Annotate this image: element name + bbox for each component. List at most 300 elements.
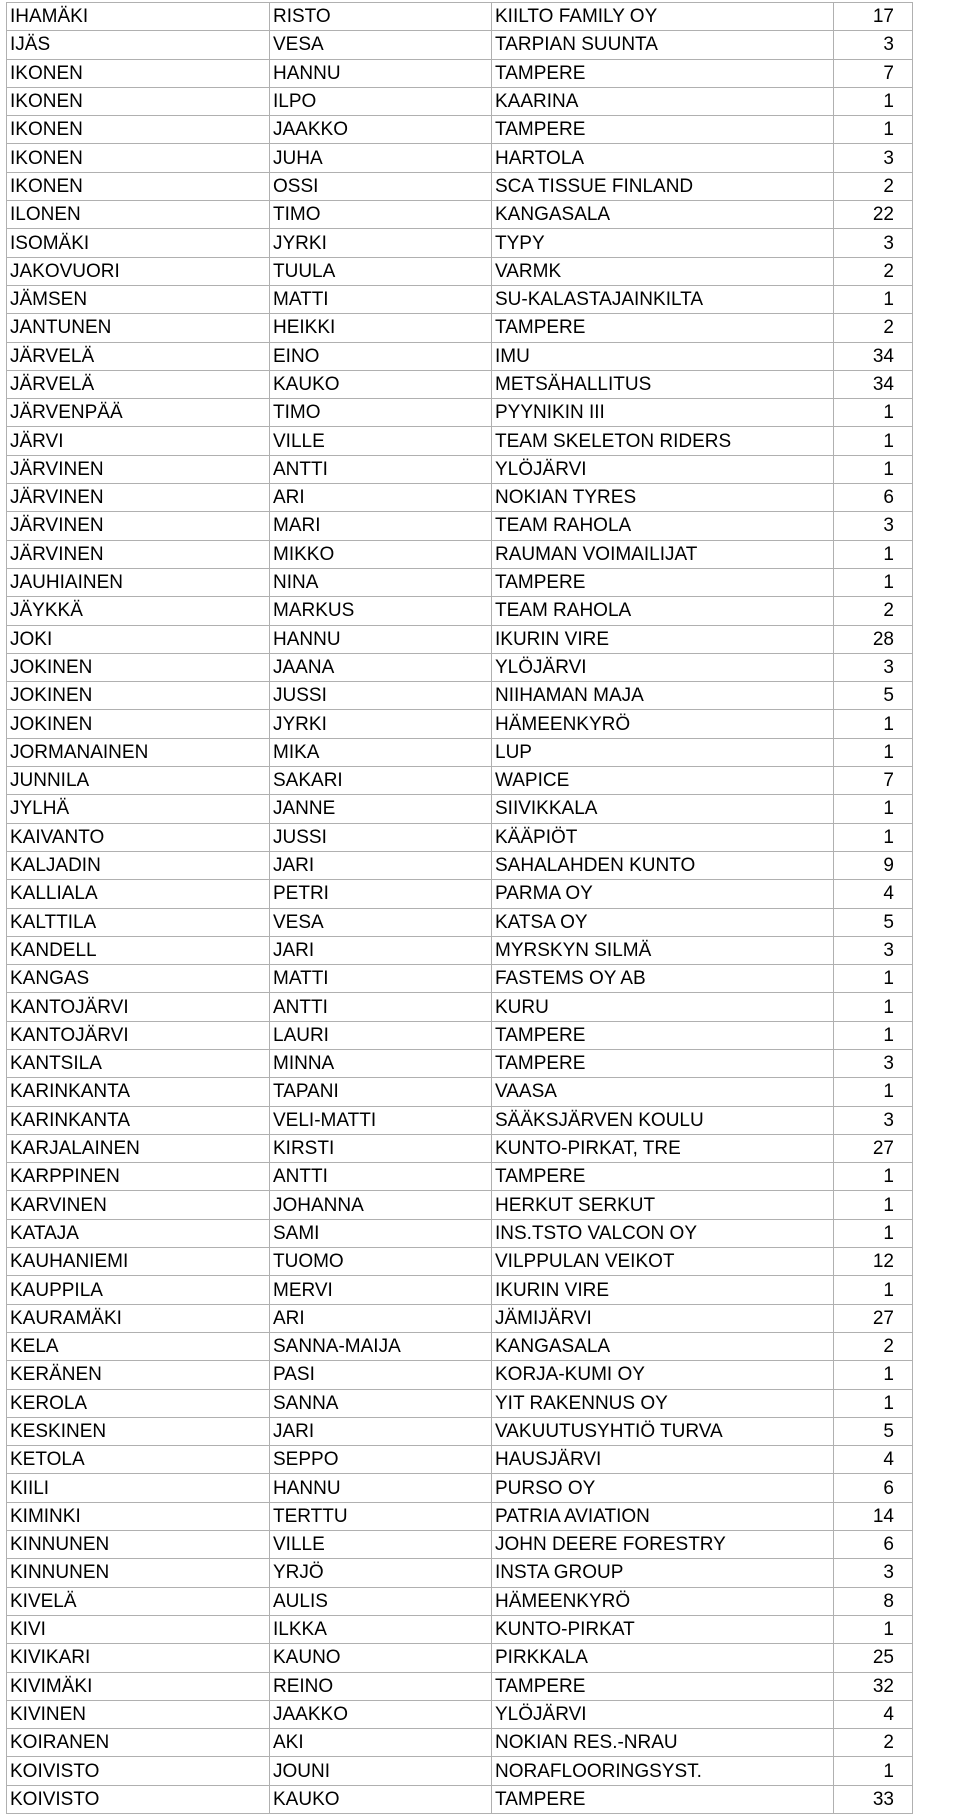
table-row: [7, 1219, 913, 1247]
club-cell: TAMPERE: [492, 1785, 834, 1813]
first-name-cell: JARI: [270, 851, 492, 879]
last-name-cell: ISOMÄKI: [7, 229, 270, 257]
last-name-cell: JYLHÄ: [7, 795, 270, 823]
club-cell: TEAM RAHOLA: [492, 597, 834, 625]
first-name-cell: JAANA: [270, 653, 492, 681]
count-cell: 1: [834, 993, 913, 1021]
last-name-cell: KALTTILA: [7, 908, 270, 936]
last-name-cell: JÄRVI: [7, 427, 270, 455]
club-cell: KATSA OY: [492, 908, 834, 936]
table-row: [7, 653, 913, 681]
last-name-cell: KANGAS: [7, 965, 270, 993]
last-name-cell: KIILI: [7, 1474, 270, 1502]
table-row: [7, 512, 913, 540]
last-name-cell: KAUPPILA: [7, 1276, 270, 1304]
table-row: [7, 823, 913, 851]
table-row: [7, 1276, 913, 1304]
table-row: [7, 1389, 913, 1417]
first-name-cell: RISTO: [270, 3, 492, 31]
table-row: [7, 936, 913, 964]
first-name-cell: TUOMO: [270, 1248, 492, 1276]
last-name-cell: JÄRVINEN: [7, 512, 270, 540]
first-name-cell: ILPO: [270, 87, 492, 115]
last-name-cell: JÄRVINEN: [7, 540, 270, 568]
last-name-cell: JAUHIAINEN: [7, 568, 270, 596]
count-cell: 14: [834, 1502, 913, 1530]
first-name-cell: ANTTI: [270, 1163, 492, 1191]
count-cell: 34: [834, 342, 913, 370]
table-row: [7, 1163, 913, 1191]
club-cell: TAMPERE: [492, 314, 834, 342]
count-cell: 2: [834, 314, 913, 342]
first-name-cell: KAUNO: [270, 1644, 492, 1672]
table-row: [7, 1785, 913, 1813]
table-row: [7, 767, 913, 795]
first-name-cell: MIKA: [270, 738, 492, 766]
table-row: [7, 484, 913, 512]
table-row: [7, 1474, 913, 1502]
count-cell: 5: [834, 682, 913, 710]
table-row: [7, 1049, 913, 1077]
participant-table-body: [7, 3, 913, 1814]
club-cell: PURSO OY: [492, 1474, 834, 1502]
table-row: [7, 1531, 913, 1559]
first-name-cell: JARI: [270, 936, 492, 964]
club-cell: TAMPERE: [492, 1163, 834, 1191]
club-cell: SAHALAHDEN KUNTO: [492, 851, 834, 879]
table-row: [7, 31, 913, 59]
count-cell: 3: [834, 31, 913, 59]
first-name-cell: VILLE: [270, 1531, 492, 1559]
first-name-cell: NINA: [270, 568, 492, 596]
last-name-cell: JANTUNEN: [7, 314, 270, 342]
last-name-cell: JÄMSEN: [7, 285, 270, 313]
count-cell: 3: [834, 1049, 913, 1077]
count-cell: 9: [834, 851, 913, 879]
club-cell: TEAM RAHOLA: [492, 512, 834, 540]
club-cell: NIIHAMAN MAJA: [492, 682, 834, 710]
club-cell: NOKIAN RES.-NRAU: [492, 1729, 834, 1757]
club-cell: FASTEMS OY AB: [492, 965, 834, 993]
last-name-cell: KALLIALA: [7, 880, 270, 908]
count-cell: 1: [834, 823, 913, 851]
first-name-cell: VILLE: [270, 427, 492, 455]
table-row: [7, 1106, 913, 1134]
table-row: [7, 908, 913, 936]
last-name-cell: KIVIMÄKI: [7, 1672, 270, 1700]
table-row: [7, 342, 913, 370]
count-cell: 1: [834, 455, 913, 483]
club-cell: PATRIA AVIATION: [492, 1502, 834, 1530]
count-cell: 4: [834, 1700, 913, 1728]
count-cell: 1: [834, 540, 913, 568]
last-name-cell: JÄRVENPÄÄ: [7, 399, 270, 427]
club-cell: IKURIN VIRE: [492, 625, 834, 653]
club-cell: LUP: [492, 738, 834, 766]
last-name-cell: KARJALAINEN: [7, 1134, 270, 1162]
table-row: [7, 993, 913, 1021]
count-cell: 4: [834, 880, 913, 908]
club-cell: KÄÄPIÖT: [492, 823, 834, 851]
table-row: [7, 455, 913, 483]
club-cell: PIRKKALA: [492, 1644, 834, 1672]
count-cell: 25: [834, 1644, 913, 1672]
count-cell: 22: [834, 201, 913, 229]
first-name-cell: TUULA: [270, 257, 492, 285]
first-name-cell: JUSSI: [270, 823, 492, 851]
table-row: [7, 965, 913, 993]
count-cell: 33: [834, 1785, 913, 1813]
last-name-cell: KARVINEN: [7, 1191, 270, 1219]
first-name-cell: AKI: [270, 1729, 492, 1757]
club-cell: VAASA: [492, 1078, 834, 1106]
table-row: [7, 229, 913, 257]
table-row: [7, 710, 913, 738]
count-cell: 3: [834, 936, 913, 964]
table-row: [7, 285, 913, 313]
last-name-cell: IKONEN: [7, 172, 270, 200]
count-cell: 3: [834, 512, 913, 540]
last-name-cell: IKONEN: [7, 116, 270, 144]
last-name-cell: KAIVANTO: [7, 823, 270, 851]
last-name-cell: KEROLA: [7, 1389, 270, 1417]
table-row: [7, 59, 913, 87]
table-row: [7, 851, 913, 879]
last-name-cell: JAKOVUORI: [7, 257, 270, 285]
club-cell: TAMPERE: [492, 59, 834, 87]
club-cell: HERKUT SERKUT: [492, 1191, 834, 1219]
first-name-cell: KIRSTI: [270, 1134, 492, 1162]
table-row: [7, 1417, 913, 1445]
club-cell: VILPPULAN VEIKOT: [492, 1248, 834, 1276]
first-name-cell: MERVI: [270, 1276, 492, 1304]
first-name-cell: TIMO: [270, 399, 492, 427]
first-name-cell: JUHA: [270, 144, 492, 172]
first-name-cell: MATTI: [270, 285, 492, 313]
first-name-cell: MARKUS: [270, 597, 492, 625]
table-row: [7, 144, 913, 172]
count-cell: 1: [834, 427, 913, 455]
table-row: [7, 1021, 913, 1049]
count-cell: 12: [834, 1248, 913, 1276]
last-name-cell: JÄRVINEN: [7, 455, 270, 483]
last-name-cell: IJÄS: [7, 31, 270, 59]
count-cell: 1: [834, 710, 913, 738]
last-name-cell: KANTSILA: [7, 1049, 270, 1077]
last-name-cell: KERÄNEN: [7, 1361, 270, 1389]
count-cell: 32: [834, 1672, 913, 1700]
club-cell: WAPICE: [492, 767, 834, 795]
last-name-cell: KARINKANTA: [7, 1106, 270, 1134]
last-name-cell: JUNNILA: [7, 767, 270, 795]
count-cell: 6: [834, 484, 913, 512]
count-cell: 1: [834, 1615, 913, 1643]
first-name-cell: ANTTI: [270, 455, 492, 483]
first-name-cell: AULIS: [270, 1587, 492, 1615]
club-cell: NORAFLOORINGSYST.: [492, 1757, 834, 1785]
table-row: [7, 427, 913, 455]
club-cell: INS.TSTO VALCON OY: [492, 1219, 834, 1247]
last-name-cell: KIMINKI: [7, 1502, 270, 1530]
table-row: [7, 795, 913, 823]
last-name-cell: KANDELL: [7, 936, 270, 964]
count-cell: 27: [834, 1304, 913, 1332]
club-cell: JÄMIJÄRVI: [492, 1304, 834, 1332]
last-name-cell: JOKINEN: [7, 682, 270, 710]
club-cell: KUNTO-PIRKAT, TRE: [492, 1134, 834, 1162]
last-name-cell: ILONEN: [7, 201, 270, 229]
club-cell: PARMA OY: [492, 880, 834, 908]
count-cell: 7: [834, 59, 913, 87]
last-name-cell: KIVINEN: [7, 1700, 270, 1728]
count-cell: 6: [834, 1474, 913, 1502]
last-name-cell: KAURAMÄKI: [7, 1304, 270, 1332]
club-cell: KAARINA: [492, 87, 834, 115]
first-name-cell: VELI-MATTI: [270, 1106, 492, 1134]
club-cell: VAKUUTUSYHTIÖ TURVA: [492, 1417, 834, 1445]
count-cell: 2: [834, 257, 913, 285]
club-cell: KURU: [492, 993, 834, 1021]
last-name-cell: KETOLA: [7, 1446, 270, 1474]
count-cell: 1: [834, 1757, 913, 1785]
club-cell: RAUMAN VOIMAILIJAT: [492, 540, 834, 568]
first-name-cell: MATTI: [270, 965, 492, 993]
table-row: [7, 201, 913, 229]
club-cell: TAMPERE: [492, 568, 834, 596]
first-name-cell: ARI: [270, 484, 492, 512]
first-name-cell: SANNA-MAIJA: [270, 1332, 492, 1360]
count-cell: 4: [834, 1446, 913, 1474]
count-cell: 3: [834, 1559, 913, 1587]
count-cell: 1: [834, 1389, 913, 1417]
table-row: [7, 682, 913, 710]
table-row: [7, 1559, 913, 1587]
last-name-cell: KATAJA: [7, 1219, 270, 1247]
last-name-cell: IKONEN: [7, 144, 270, 172]
count-cell: 3: [834, 653, 913, 681]
last-name-cell: JORMANAINEN: [7, 738, 270, 766]
first-name-cell: MIKKO: [270, 540, 492, 568]
last-name-cell: KESKINEN: [7, 1417, 270, 1445]
first-name-cell: YRJÖ: [270, 1559, 492, 1587]
club-cell: TYPY: [492, 229, 834, 257]
count-cell: 6: [834, 1531, 913, 1559]
count-cell: 1: [834, 399, 913, 427]
club-cell: TEAM SKELETON RIDERS: [492, 427, 834, 455]
last-name-cell: KIVI: [7, 1615, 270, 1643]
club-cell: HÄMEENKYRÖ: [492, 710, 834, 738]
club-cell: PYYNIKIN III: [492, 399, 834, 427]
club-cell: KORJA-KUMI OY: [492, 1361, 834, 1389]
first-name-cell: KAUKO: [270, 370, 492, 398]
last-name-cell: KOIVISTO: [7, 1785, 270, 1813]
club-cell: TAMPERE: [492, 1672, 834, 1700]
last-name-cell: KANTOJÄRVI: [7, 1021, 270, 1049]
first-name-cell: JAAKKO: [270, 1700, 492, 1728]
first-name-cell: VESA: [270, 31, 492, 59]
first-name-cell: TERTTU: [270, 1502, 492, 1530]
club-cell: IKURIN VIRE: [492, 1276, 834, 1304]
club-cell: KANGASALA: [492, 1332, 834, 1360]
participant-list: [6, 2, 912, 1814]
last-name-cell: KAUHANIEMI: [7, 1248, 270, 1276]
table-row: [7, 1446, 913, 1474]
club-cell: HARTOLA: [492, 144, 834, 172]
first-name-cell: JYRKI: [270, 229, 492, 257]
count-cell: 1: [834, 87, 913, 115]
last-name-cell: JÄYKKÄ: [7, 597, 270, 625]
first-name-cell: TIMO: [270, 201, 492, 229]
first-name-cell: SAKARI: [270, 767, 492, 795]
last-name-cell: KIVELÄ: [7, 1587, 270, 1615]
club-cell: SIIVIKKALA: [492, 795, 834, 823]
count-cell: 3: [834, 144, 913, 172]
table-row: [7, 625, 913, 653]
count-cell: 2: [834, 172, 913, 200]
first-name-cell: HANNU: [270, 1474, 492, 1502]
count-cell: 2: [834, 1332, 913, 1360]
first-name-cell: JANNE: [270, 795, 492, 823]
first-name-cell: TAPANI: [270, 1078, 492, 1106]
table-row: [7, 87, 913, 115]
table-row: [7, 314, 913, 342]
table-row: [7, 1502, 913, 1530]
last-name-cell: KARINKANTA: [7, 1078, 270, 1106]
table-row: [7, 540, 913, 568]
last-name-cell: KIVIKARI: [7, 1644, 270, 1672]
club-cell: HÄMEENKYRÖ: [492, 1587, 834, 1615]
count-cell: 1: [834, 1191, 913, 1219]
club-cell: TAMPERE: [492, 1021, 834, 1049]
last-name-cell: KOIRANEN: [7, 1729, 270, 1757]
first-name-cell: OSSI: [270, 172, 492, 200]
count-cell: 3: [834, 229, 913, 257]
table-row: [7, 1700, 913, 1728]
club-cell: KIILTO FAMILY OY: [492, 3, 834, 31]
table-row: [7, 1134, 913, 1162]
first-name-cell: VESA: [270, 908, 492, 936]
first-name-cell: PETRI: [270, 880, 492, 908]
table-row: [7, 1757, 913, 1785]
club-cell: TAMPERE: [492, 116, 834, 144]
table-row: [7, 1078, 913, 1106]
count-cell: 7: [834, 767, 913, 795]
club-cell: IMU: [492, 342, 834, 370]
first-name-cell: SAMI: [270, 1219, 492, 1247]
last-name-cell: JOKINEN: [7, 653, 270, 681]
first-name-cell: ANTTI: [270, 993, 492, 1021]
table-row: [7, 1332, 913, 1360]
last-name-cell: IKONEN: [7, 87, 270, 115]
table-row: [7, 3, 913, 31]
count-cell: 3: [834, 1106, 913, 1134]
last-name-cell: JÄRVELÄ: [7, 342, 270, 370]
table-row: [7, 257, 913, 285]
club-cell: JOHN DEERE FORESTRY: [492, 1531, 834, 1559]
first-name-cell: EINO: [270, 342, 492, 370]
count-cell: 17: [834, 3, 913, 31]
count-cell: 1: [834, 285, 913, 313]
table-row: [7, 568, 913, 596]
first-name-cell: MINNA: [270, 1049, 492, 1077]
table-row: [7, 172, 913, 200]
table-row: [7, 1191, 913, 1219]
club-cell: SCA TISSUE FINLAND: [492, 172, 834, 200]
table-row: [7, 1615, 913, 1643]
count-cell: 1: [834, 795, 913, 823]
first-name-cell: REINO: [270, 1672, 492, 1700]
club-cell: YIT RAKENNUS OY: [492, 1389, 834, 1417]
first-name-cell: LAURI: [270, 1021, 492, 1049]
count-cell: 1: [834, 1361, 913, 1389]
table-row: [7, 597, 913, 625]
club-cell: METSÄHALLITUS: [492, 370, 834, 398]
club-cell: SÄÄKSJÄRVEN KOULU: [492, 1106, 834, 1134]
first-name-cell: ARI: [270, 1304, 492, 1332]
first-name-cell: SANNA: [270, 1389, 492, 1417]
last-name-cell: KINNUNEN: [7, 1531, 270, 1559]
last-name-cell: JÄRVINEN: [7, 484, 270, 512]
last-name-cell: KOIVISTO: [7, 1757, 270, 1785]
table-row: [7, 1304, 913, 1332]
count-cell: 27: [834, 1134, 913, 1162]
count-cell: 1: [834, 1276, 913, 1304]
last-name-cell: KANTOJÄRVI: [7, 993, 270, 1021]
first-name-cell: SEPPO: [270, 1446, 492, 1474]
first-name-cell: ILKKA: [270, 1615, 492, 1643]
first-name-cell: JUSSI: [270, 682, 492, 710]
first-name-cell: JYRKI: [270, 710, 492, 738]
table-row: [7, 1644, 913, 1672]
first-name-cell: JARI: [270, 1417, 492, 1445]
table-row: [7, 1672, 913, 1700]
club-cell: NOKIAN TYRES: [492, 484, 834, 512]
count-cell: 8: [834, 1587, 913, 1615]
table-row: [7, 880, 913, 908]
club-cell: VARMK: [492, 257, 834, 285]
last-name-cell: KALJADIN: [7, 851, 270, 879]
table-row: [7, 370, 913, 398]
first-name-cell: JOUNI: [270, 1757, 492, 1785]
count-cell: 2: [834, 597, 913, 625]
club-cell: INSTA GROUP: [492, 1559, 834, 1587]
count-cell: 34: [834, 370, 913, 398]
table-row: [7, 116, 913, 144]
count-cell: 1: [834, 1163, 913, 1191]
participant-table: [6, 2, 913, 1814]
table-row: [7, 399, 913, 427]
first-name-cell: JAAKKO: [270, 116, 492, 144]
first-name-cell: HEIKKI: [270, 314, 492, 342]
club-cell: YLÖJÄRVI: [492, 653, 834, 681]
last-name-cell: IHAMÄKI: [7, 3, 270, 31]
club-cell: TAMPERE: [492, 1049, 834, 1077]
count-cell: 1: [834, 1021, 913, 1049]
table-row: [7, 738, 913, 766]
last-name-cell: KELA: [7, 1332, 270, 1360]
last-name-cell: IKONEN: [7, 59, 270, 87]
club-cell: MYRSKYN SILMÄ: [492, 936, 834, 964]
first-name-cell: HANNU: [270, 625, 492, 653]
count-cell: 28: [834, 625, 913, 653]
count-cell: 1: [834, 1078, 913, 1106]
club-cell: YLÖJÄRVI: [492, 1700, 834, 1728]
count-cell: 5: [834, 908, 913, 936]
table-row: [7, 1729, 913, 1757]
count-cell: 1: [834, 568, 913, 596]
table-row: [7, 1361, 913, 1389]
club-cell: KANGASALA: [492, 201, 834, 229]
